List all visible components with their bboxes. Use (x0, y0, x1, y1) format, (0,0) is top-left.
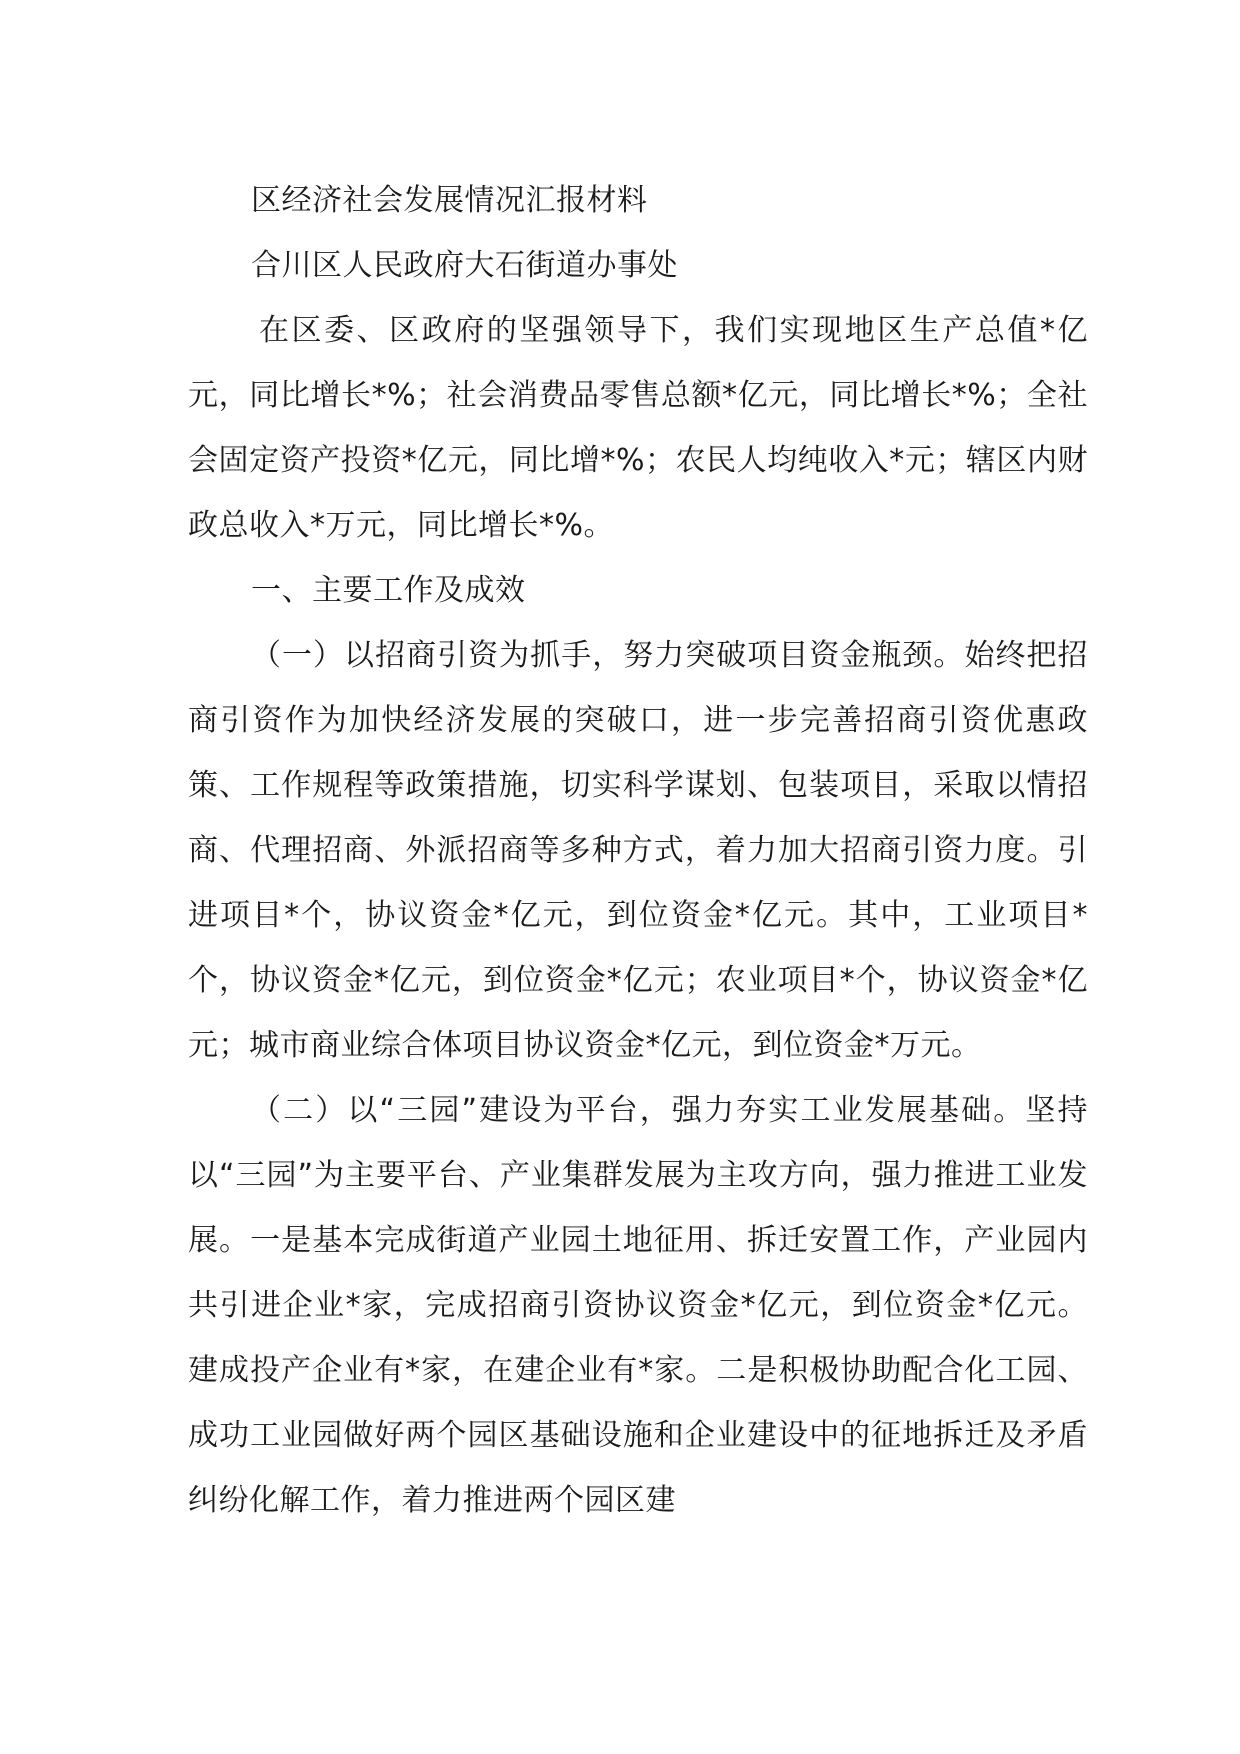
paragraph-industrial-parks: （二）以“三园”建设为平台，强力夯实工业发展基础。坚持以“三园”为主要平台、产业集群发展为主攻方向，强力推进工业发展。一是基本完成街道产业园土地征用、拆迁安置工作，产业园内共引进企业*家，完成招商引资协议资金*亿元，到位资金*亿元。建成投产企业有*家，在建企业有*家。二是积极协助配合化工园、成功工业园做好两个园区基础设施和企业建设中的征地拆迁及矛盾纠纷化解工作，着力推进两个园区建 (188, 1093, 1088, 1518)
section-heading: 一、主要工作及成效 (251, 573, 526, 608)
document-author: 合川区人民政府大石街道办事处 (251, 248, 678, 283)
intro-paragraph: 在区委、区政府的坚强领导下，我们实现地区生产总值*亿元，同比增长*%；社会消费品零售总额*亿元，同比增长*%；全社会固定资产投资*亿元，同比增*%；农民人均纯收入*元；辖区内财政总收入*万元，同比增长*%。 (188, 313, 1088, 543)
document-body (188, 168, 1088, 1533)
document-title: 区经济社会发展情况汇报材料 (251, 183, 648, 218)
paragraph-investment: （一）以招商引资为抓手，努力突破项目资金瓶颈。始终把招商引资作为加快经济发展的突破口，进一步完善招商引资优惠政策、工作规程等政策措施，切实科学谋划、包装项目，采取以情招商、代理招商、外派招商等多种方式，着力加大招商引资力度。引进项目*个，协议资金*亿元，到位资金*亿元。其中，工业项目*个，协议资金*亿元，到位资金*亿元；农业项目*个，协议资金*亿元；城市商业综合体项目协议资金*亿元，到位资金*万元。 (188, 638, 1088, 1063)
